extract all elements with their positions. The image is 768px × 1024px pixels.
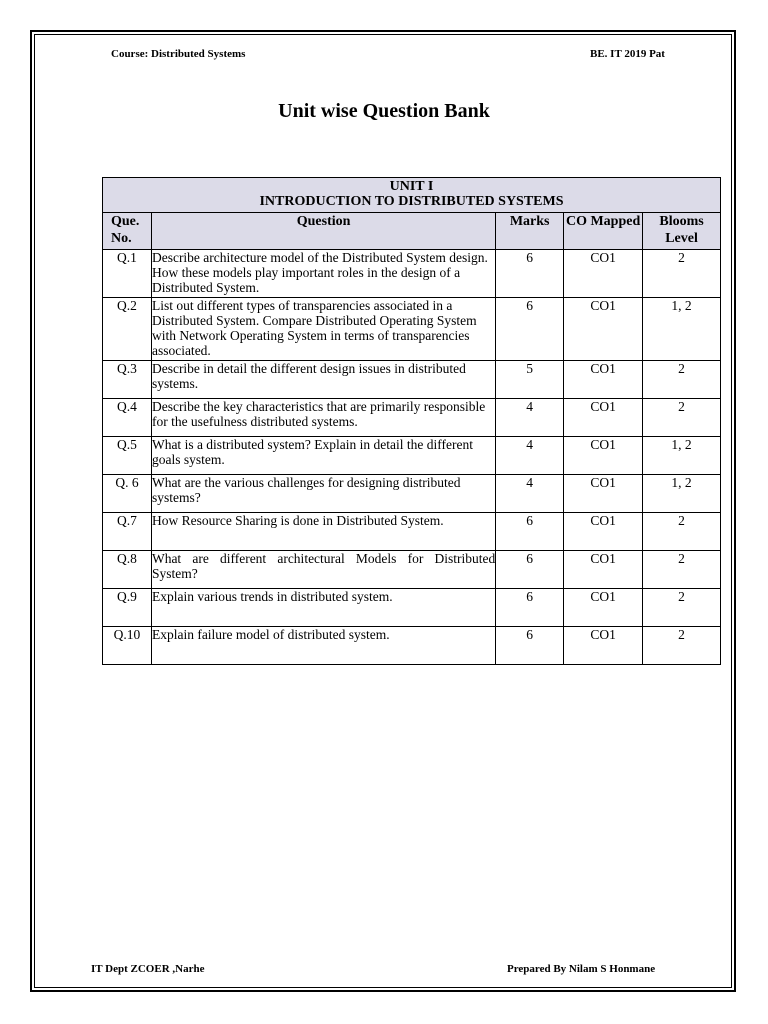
question-text: What is a distributed system? Explain in detail the different goals system. xyxy=(151,437,495,475)
question-text: List out different types of transparencies associated in a Distributed System. Compare Distributed Operating System with Network Operating System in terms of transparencies associated. xyxy=(151,298,495,361)
blooms-cell: 2 xyxy=(643,361,721,399)
co-cell: CO1 xyxy=(564,627,643,665)
blooms-cell: 2 xyxy=(643,250,721,298)
unit-title: INTRODUCTION TO DISTRIBUTED SYSTEMS xyxy=(259,194,564,209)
marks-cell: 4 xyxy=(496,399,564,437)
table-row xyxy=(103,437,721,475)
question-number: Q.10 xyxy=(103,627,152,665)
blooms-cell: 1, 2 xyxy=(643,437,721,475)
blooms-cell: 1, 2 xyxy=(643,475,721,513)
co-cell: CO1 xyxy=(564,250,643,298)
table-row xyxy=(103,551,721,589)
marks-cell: 5 xyxy=(496,361,564,399)
col-header-question: Question xyxy=(151,213,495,250)
table-row xyxy=(103,513,721,551)
question-number: Q.3 xyxy=(103,361,152,399)
col-header-co-mapped: CO Mapped xyxy=(564,213,643,250)
col-header-marks: Marks xyxy=(496,213,564,250)
marks-cell: 6 xyxy=(496,250,564,298)
blooms-cell: 2 xyxy=(643,399,721,437)
course-header: Course: Distributed Systems xyxy=(111,48,246,60)
blooms-cell: 2 xyxy=(643,627,721,665)
table-row xyxy=(103,250,721,298)
marks-cell: 6 xyxy=(496,589,564,627)
table-row xyxy=(103,361,721,399)
unit-header-cell xyxy=(103,178,721,213)
question-number: Q.5 xyxy=(103,437,152,475)
footer-prepared-by: Prepared By Nilam S Honmane xyxy=(507,963,656,975)
co-cell: CO1 xyxy=(564,475,643,513)
marks-cell: 6 xyxy=(496,298,564,361)
question-text: Explain various trends in distributed system. xyxy=(151,589,495,627)
question-number: Q.2 xyxy=(103,298,152,361)
unit-header-row xyxy=(103,178,721,213)
question-text: What are different architectural Models for Distributed System? xyxy=(151,551,495,589)
question-text: Describe in detail the different design issues in distributed systems. xyxy=(151,361,495,399)
question-text: How Resource Sharing is done in Distributed System. xyxy=(151,513,495,551)
question-text: What are the various challenges for designing distributed systems? xyxy=(151,475,495,513)
program-header: BE. IT 2019 Pat xyxy=(590,48,665,60)
blooms-cell: 1, 2 xyxy=(643,298,721,361)
question-number: Q.7 xyxy=(103,513,152,551)
co-cell: CO1 xyxy=(564,589,643,627)
co-cell: CO1 xyxy=(564,298,643,361)
question-bank-table xyxy=(102,177,721,665)
question-number: Q.8 xyxy=(103,551,152,589)
blooms-cell: 2 xyxy=(643,513,721,551)
blooms-cell: 2 xyxy=(643,589,721,627)
unit-label: UNIT I xyxy=(389,179,434,194)
co-cell: CO1 xyxy=(564,361,643,399)
marks-cell: 4 xyxy=(496,475,564,513)
co-cell: CO1 xyxy=(564,551,643,589)
question-number: Q.9 xyxy=(103,589,152,627)
marks-cell: 6 xyxy=(496,627,564,665)
table-row xyxy=(103,627,721,665)
co-cell: CO1 xyxy=(564,437,643,475)
blooms-cell: 2 xyxy=(643,551,721,589)
table-row xyxy=(103,475,721,513)
question-number: Q.4 xyxy=(103,399,152,437)
co-cell: CO1 xyxy=(564,513,643,551)
marks-cell: 6 xyxy=(496,513,564,551)
co-cell: CO1 xyxy=(564,399,643,437)
table-row xyxy=(103,298,721,361)
marks-cell: 6 xyxy=(496,551,564,589)
table-row xyxy=(103,589,721,627)
col-header-blooms-level: Blooms Level xyxy=(643,213,721,250)
page-title: Unit wise Question Bank xyxy=(278,100,490,122)
footer-department: IT Dept ZCOER ,Narhe xyxy=(91,963,205,975)
question-text: Explain failure model of distributed system. xyxy=(151,627,495,665)
question-text: Describe the key characteristics that are primarily responsible for the usefulness distributed systems. xyxy=(151,399,495,437)
question-number: Q.1 xyxy=(103,250,152,298)
question-number: Q. 6 xyxy=(103,475,152,513)
marks-cell: 4 xyxy=(496,437,564,475)
col-header-que-no: Que. No. xyxy=(103,213,152,250)
column-header-row xyxy=(103,213,721,250)
question-text: Describe architecture model of the Distributed System design. How these models play important roles in the design of a Distributed System. xyxy=(151,250,495,298)
table-row xyxy=(103,399,721,437)
